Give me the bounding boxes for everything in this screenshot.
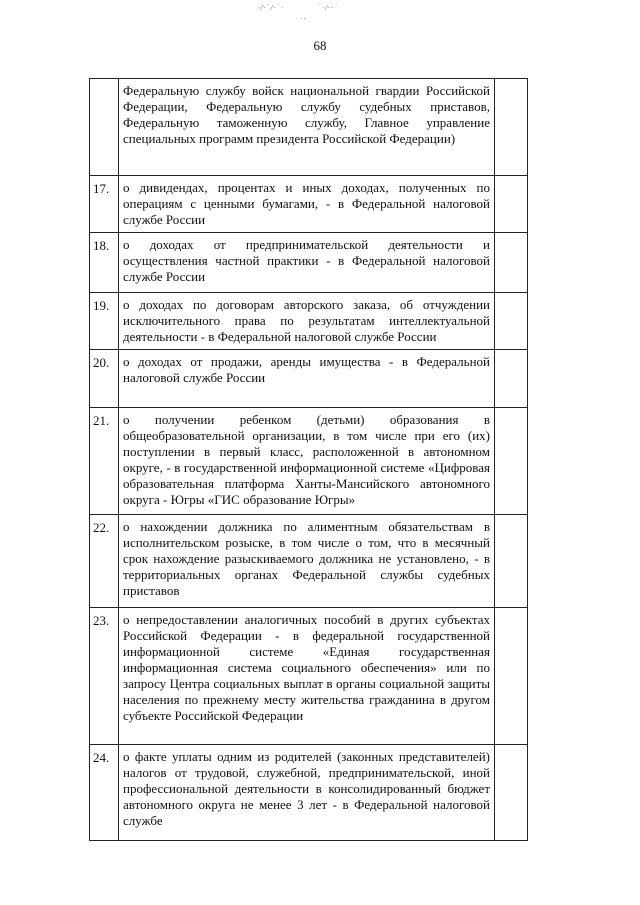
row-text: о доходах от предпринимательской деятельности и осуществления частной практики - в Федеральной налоговой службе России bbox=[119, 233, 495, 293]
table-row bbox=[90, 745, 528, 841]
row-text: Федеральную службу войск национальной гвардии Российской Федерации, Федеральную службу судебных приставов, Федеральную таможенную службу, Главное управление специальных программ президента Российской Федерации) bbox=[119, 79, 495, 176]
empty-cell bbox=[495, 408, 528, 515]
row-text: о доходах от продажи, аренды имущества - в Федеральной налоговой службе России bbox=[119, 350, 495, 408]
document-table bbox=[89, 78, 528, 841]
row-number: 20. bbox=[90, 350, 119, 408]
table-row bbox=[90, 350, 528, 408]
table-row bbox=[90, 233, 528, 293]
row-number: 22. bbox=[90, 515, 119, 608]
table-row bbox=[90, 79, 528, 176]
scan-artifact: ‧· bbox=[300, 15, 307, 23]
row-number: 24. bbox=[90, 745, 119, 841]
table-row bbox=[90, 408, 528, 515]
row-number: 23. bbox=[90, 608, 119, 745]
row-text: о получении ребенком (детьми) образования в общеобразовательной организации, в том числе при его (их) поступлении в первый класс, расположенной в автономном округе, - в государственной информационной системе «Цифровая образовательная платформа Ханты-Мансийского автономного округа - Югры «ГИС образование Югры» bbox=[119, 408, 495, 515]
empty-cell bbox=[495, 745, 528, 841]
empty-cell bbox=[495, 515, 528, 608]
row-number: 18. bbox=[90, 233, 119, 293]
scan-artifact: ˙·⁄‧·˙ bbox=[318, 4, 339, 12]
row-text: о нахождении должника по алиментным обязательствам в исполнительском розыске, в том числе о том, что в месячный срок нахождение разыскиваемого должника не установлено, - в территориальных органах Федеральной службы судебных приставов bbox=[119, 515, 495, 608]
scan-artifact: ·⁄‧˙⁄·˙‧ bbox=[258, 4, 285, 12]
empty-cell bbox=[495, 608, 528, 745]
page-number: 68 bbox=[313, 38, 327, 53]
row-text: о доходах по договорам авторского заказа, об отчуждении исключительного права по результатам интеллектуальной деятельности - в Федеральной налоговой службе России bbox=[119, 293, 495, 350]
empty-cell bbox=[495, 233, 528, 293]
empty-cell bbox=[495, 79, 528, 176]
table-row bbox=[90, 176, 528, 233]
row-number: 21. bbox=[90, 408, 119, 515]
row-text: о факте уплаты одним из родителей (законных представителей) налогов от трудовой, служебной, предпринимательской, иной профессиональной деятельности в консолидированный бюджет автономного округа не менее 3 лет - в Федеральной налоговой службе bbox=[119, 745, 495, 841]
empty-cell bbox=[495, 293, 528, 350]
table-row bbox=[90, 293, 528, 350]
table-row bbox=[90, 608, 528, 745]
row-number: 19. bbox=[90, 293, 119, 350]
empty-cell bbox=[495, 176, 528, 233]
row-number bbox=[90, 79, 119, 176]
table-row bbox=[90, 515, 528, 608]
row-text: о дивидендах, процентах и иных доходах, полученных по операциям с ценными бумагами, - в Федеральной налоговой службе России bbox=[119, 176, 495, 233]
empty-cell bbox=[495, 350, 528, 408]
row-number: 17. bbox=[90, 176, 119, 233]
row-text: о непредоставлении аналогичных пособий в других субъектах Российской Федерации - в федеральной государственной информационной системе «Единая государственная информационная система социального обеспечения» или по запросу Центра социальных выплат в органы социальной защиты населения по прежнему месту жительства гражданина в другом субъекте Российской Федерации bbox=[119, 608, 495, 745]
